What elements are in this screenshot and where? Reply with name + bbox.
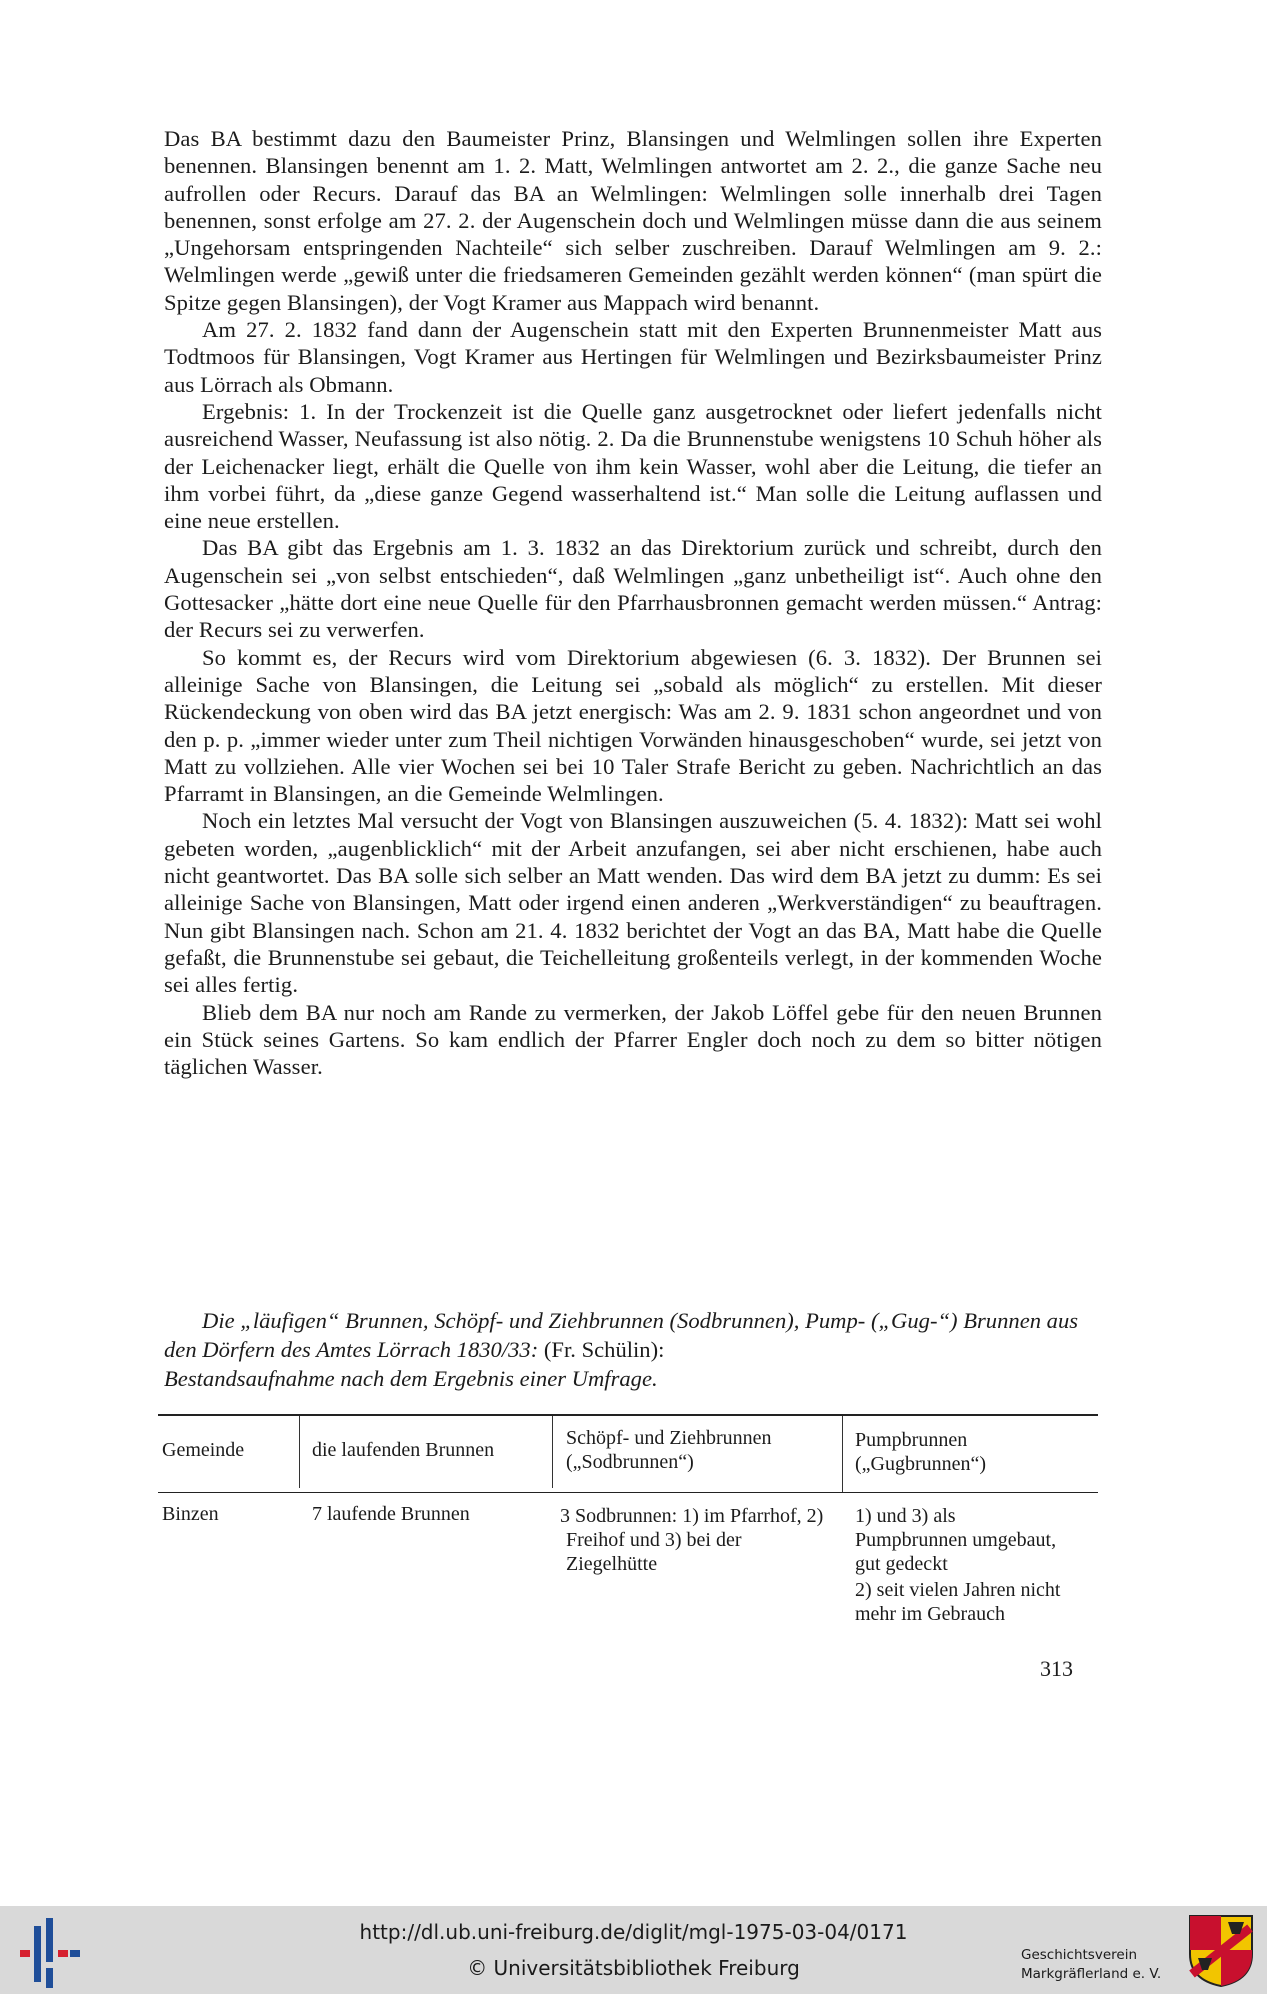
caption-italic: Die „läufigen“ Brunnen, Schöpf- und Ziehbrunnen (Sodbrunnen), Pump- („Gug-“) Brunnen aus den Dörfern des Amtes Lörrach 1830/33: <box>164 1308 1079 1362</box>
paragraph: Noch ein letztes Mal versucht der Vogt von Blansingen auszuweichen (5. 4. 1832): Matt sei wohl gebeten worden, „augenblicklich“ mit der Arbeit anzufangen, sei aber nicht erschienen, habe auch nicht geantwortet. Das BA solle sich selber an Matt wenden. Das wird dem BA jetzt zu dumm: Es sei alleinige Sache von Blansingen, Matt oder irgend einen anderen „Werkverständigen“ zu beauftragen. Nun gibt Blansingen nach. Schon am 21. 4. 1832 berichtet der Vogt an das BA, Matt habe die Quelle gefaßt, die Brunnenstube sei gebaut, die Teichelleitung großenteils verlegt, in der kommenden Woche sei alles fertig. <box>164 808 1102 998</box>
table-header-gemeinde: Gemeinde <box>162 1439 245 1461</box>
caption-plain: (Fr. Schülin): <box>543 1337 665 1362</box>
paragraph: Am 27. 2. 1832 fand dann der Augenschein statt mit den Experten Brunnenmeister Matt aus Todtmoos für Blansingen, Vogt Kramer aus Hertingen für Welmlingen und Bezirksbaumeister Prinz aus Lörrach als Obmann. <box>164 317 1102 397</box>
cell-sodbrunnen: 3 Sodbrunnen: 1) im Pfarrhof, 2) Freihof und 3) bei der Ziegelhütte <box>560 1505 824 1575</box>
footer-url-link[interactable]: http://dl.ub.uni-freiburg.de/diglit/mgl-1975-03-04/0171 <box>359 1920 908 1944</box>
footer-organization <box>1021 1946 1161 1984</box>
body-text <box>164 125 1102 1080</box>
table-header-pumpbrunnen: Pumpbrunnen („Gugbrunnen“) <box>855 1429 987 1475</box>
cell-pump-a: 1) und 3) als Pumpbrunnen umgebaut, gut gedeckt <box>855 1505 1057 1575</box>
society-crest-icon <box>1188 1914 1254 1988</box>
caption-subtitle: Bestandsaufnahme nach dem Ergebnis einer Umfrage. <box>164 1366 658 1391</box>
table-header-rule <box>158 1492 1098 1493</box>
paragraph: Ergebnis: 1. In der Trockenzeit ist die Quelle ganz ausgetrocknet oder liefert jedenfalls nicht ausreichend Wasser, Neufassung ist also nötig. 2. Da die Brunnenstube wenigstens 10 Schuh höher als der Leichenacker liegt, erhält die Quelle von ihm kein Wasser, wohl aber die Leitung, die tiefer an ihm vorbei führt, da „diese ganze Gegend wasserhaltend ist.“ Man solle die Leitung auflassen und eine neue erstellen. <box>164 398 1102 534</box>
paragraph: So kommt es, der Recurs wird vom Direktorium abgewiesen (6. 3. 1832). Der Brunnen sei alleinige Sache von Blansingen, die Leitung sei „sobald als möglich“ zu erstellen. Mit dieser Rückendeckung von oben wird das BA jetzt energisch: Was am 2. 9. 1831 schon angeordnet und von den p. p. „immer wieder unter zum Theil nichtigen Vorwänden hinausgeschoben“ wurde, sei jetzt von Matt zu vollziehen. Alle vier Wochen sei bei 10 Taler Strafe Bericht zu geben. Nachrichtlich an das Pfarramt in Blansingen, an die Gemeinde Welmlingen. <box>164 644 1102 807</box>
cell-laufende: 7 laufende Brunnen <box>312 1503 470 1525</box>
table-header-sodbrunnen: Schöpf- und Ziehbrunnen („Sodbrunnen“) <box>566 1427 772 1473</box>
org-name-line1: Geschichtsverein <box>1021 1947 1137 1963</box>
cell-pump-b: 2) seit vielen Jahren nicht mehr im Gebrauch <box>855 1579 1061 1625</box>
paragraph: Blieb dem BA nur noch am Rande zu vermerken, der Jakob Löffel gebe für den neuen Brunnen ein Stück seines Gartens. So kam endlich der Pfarrer Engler doch noch zu dem so bitter nötigen täglichen Wasser. <box>164 999 1102 1080</box>
page-number: 313 <box>1040 1656 1073 1681</box>
cell-gemeinde: Binzen <box>162 1503 219 1525</box>
table-caption <box>164 1306 1102 1393</box>
paragraph: Das BA bestimmt dazu den Baumeister Prinz, Blansingen und Welmlingen sollen ihre Experten benennen. Blansingen benennt am 1. 2. Matt, Welmlingen antwortet am 2. 2., die ganze Sache neu aufrollen oder Recurs. Darauf das BA an Welmlingen: Welmlingen solle innerhalb drei Tagen benennen, sonst erfolge am 27. 2. der Augenschein doch und Welmlingen müsse dann die aus seinem „Ungehorsam entspringenden Nachteile“ sich selber zuschreiben. Darauf Welmlingen am 9. 2.: Welmlingen werde „gewiß unter die friedsameren Gemeinden gezählt werden können“ (man spürt die Spitze gegen Blansingen), der Vogt Kramer aus Mappach wird benannt. <box>164 126 1102 315</box>
paragraph: Das BA gibt das Ergebnis am 1. 3. 1832 an das Direktorium zurück und schreibt, durch den Augenschein sei „von selbst entschieden“, daß Welmlingen „ganz unbetheiligt ist“. Auch ohne den Gottesacker „hätte dort eine neue Quelle für den Pfarrhausbronnen gemacht werden müssen.“ Antrag: der Recurs sei zu verwerfen. <box>164 535 1102 643</box>
footer-copyright: © Universitätsbibliothek Freiburg <box>467 1956 800 1980</box>
table-column-divider <box>299 1416 300 1488</box>
table-column-divider <box>842 1416 843 1492</box>
caption-lead <box>164 1306 1102 1364</box>
table-column-divider <box>552 1416 553 1488</box>
table-header-laufende: die laufenden Brunnen <box>312 1439 495 1461</box>
org-name-line2: Markgräflerland e. V. <box>1021 1966 1162 1982</box>
footer-bar <box>0 1906 1267 1994</box>
